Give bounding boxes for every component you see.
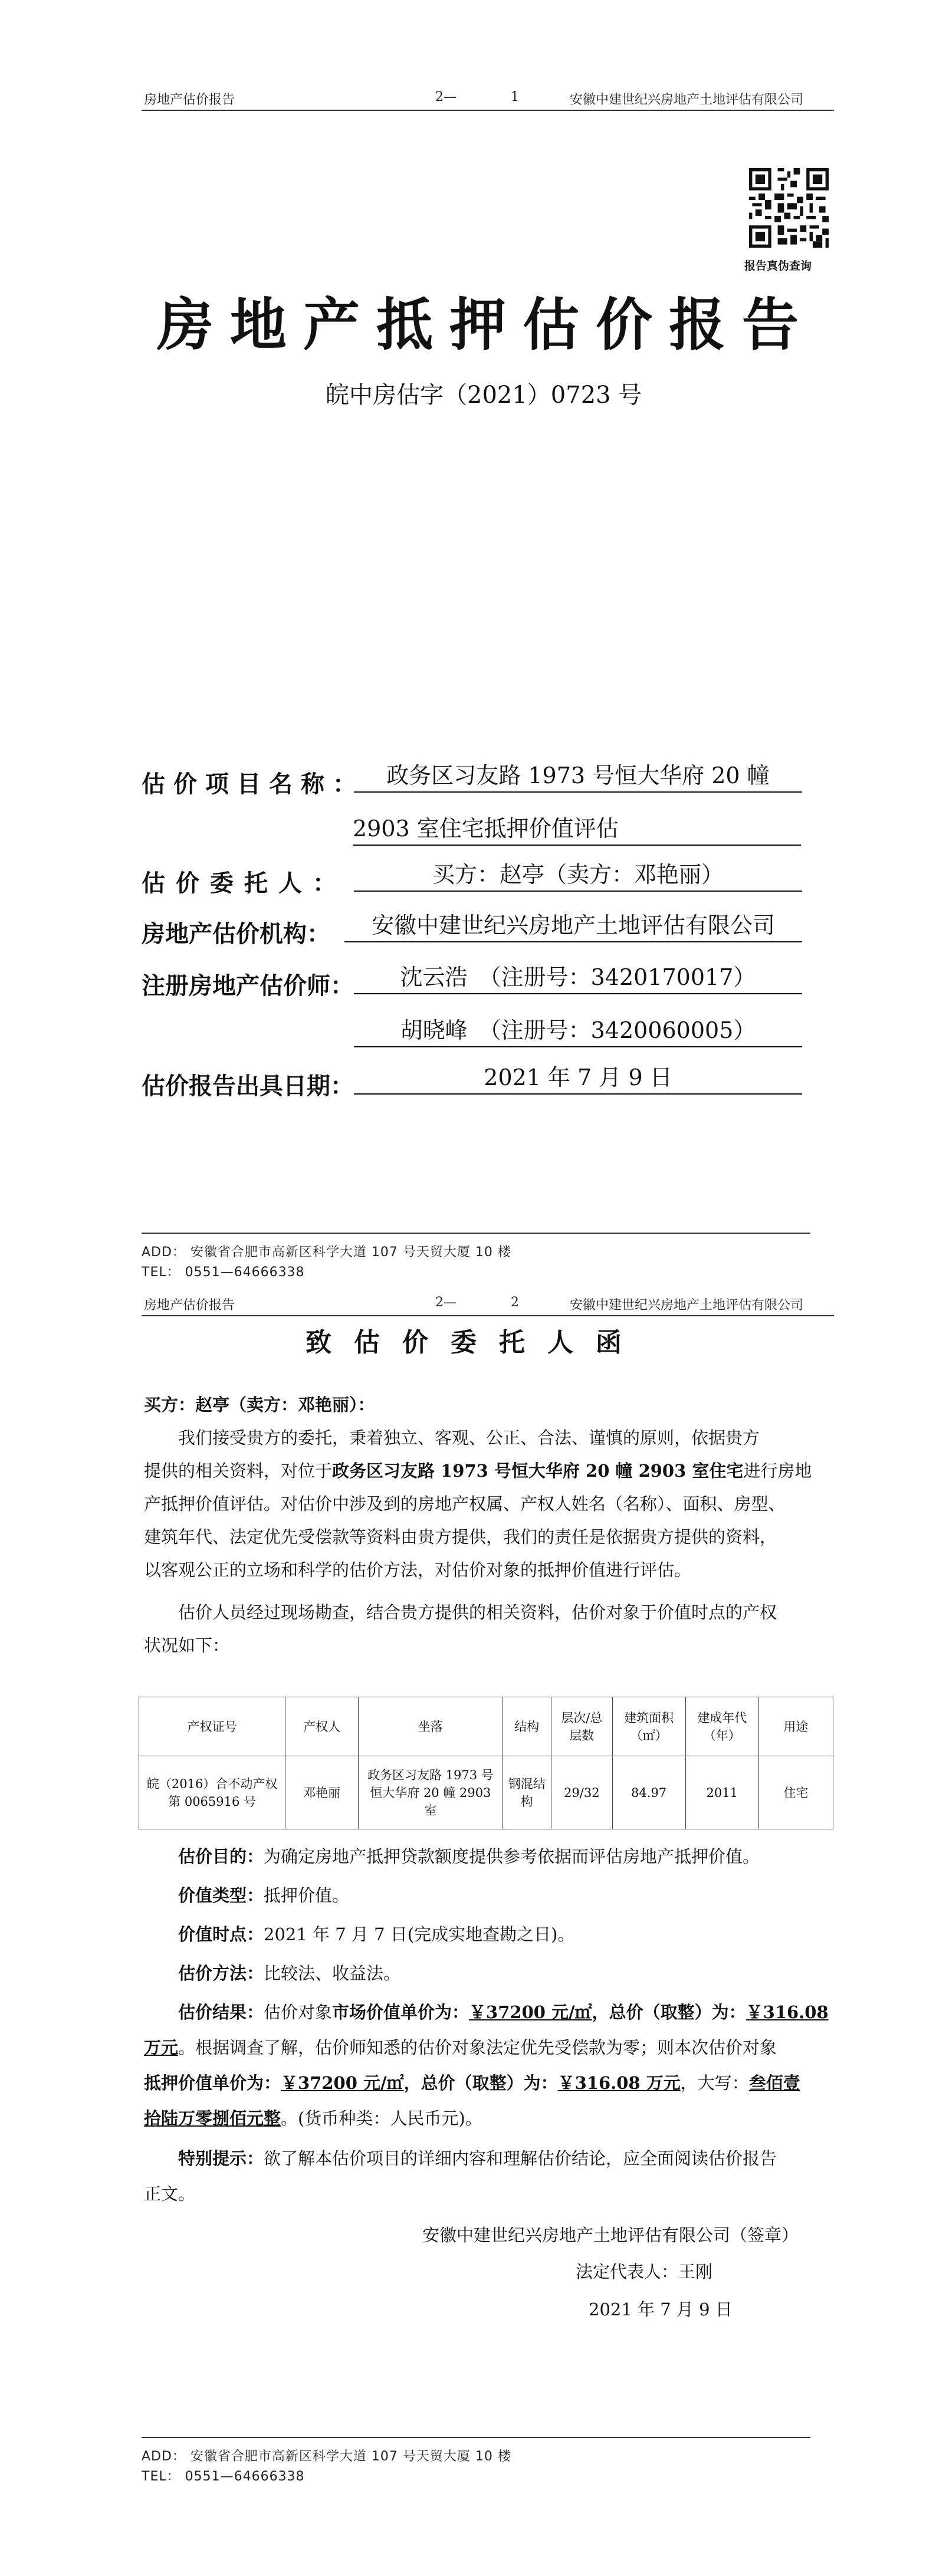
footer-rule xyxy=(142,2437,810,2438)
appraiser-label: 注册房地产估价师： xyxy=(142,972,354,1000)
signature-date: 2021 年 7 月 9 日 xyxy=(589,2299,733,2319)
table-header-cell: 建成年代（年） xyxy=(685,1697,758,1756)
salutation: 买方：赵亭（卖方：邓艳丽）： xyxy=(144,1395,375,1415)
para1-line5: 以客观公正的立场和科学的估价方法，对估价对象的抵押价值进行评估。 xyxy=(144,1560,692,1580)
table-cell: 住宅 xyxy=(758,1756,833,1829)
property-table xyxy=(139,1697,833,1829)
project-name-label: 估价项目名称： xyxy=(142,770,364,798)
header-rule xyxy=(142,1315,834,1316)
report-title: 房地产抵押估价报告 xyxy=(157,291,815,358)
appraiser-1: 沈云浩 （注册号：3420170017） xyxy=(354,960,802,994)
table-cell: 2011 xyxy=(685,1756,758,1829)
footer-address: ADD： 安徽省合肥市高新区科学大道 107 号天贸大厦 10 楼 xyxy=(142,1245,511,1260)
table-row xyxy=(139,1756,833,1829)
table-header-cell: 结构 xyxy=(503,1697,551,1756)
agency-value: 安徽中建世纪兴房地产土地评估有限公司 xyxy=(344,908,802,942)
para1-line4: 建筑年代、法定优先受偿款等资料由贵方提供，我们的责任是依据贵方提供的资料， xyxy=(144,1527,777,1547)
table-header-cell: 产权人 xyxy=(285,1697,359,1756)
table-cell: 钢混结构 xyxy=(503,1756,551,1829)
table-cell: 皖（2016）合不动产权第 0065916 号 xyxy=(139,1756,285,1829)
table-header-cell: 坐落 xyxy=(359,1697,503,1756)
header-page-number: 1 xyxy=(511,90,519,104)
project-name-line2: 2903 室住宅抵押价值评估 xyxy=(353,811,801,846)
para1-line2: 提供的相关资料，对位于政务区习友路 1973 号恒大华府 20 幢 2903 室住宅进行房地 xyxy=(144,1461,812,1481)
table-cell: 政务区习友路 1973 号恒大华府 20 幢 2903 室 xyxy=(359,1756,503,1829)
para2-line2: 状况如下： xyxy=(144,1635,230,1655)
qr-code-icon xyxy=(749,168,829,248)
table-cell: 29/32 xyxy=(551,1756,612,1829)
agency-label: 房地产估价机构： xyxy=(142,920,330,948)
result-line2: 万元。根据调查了解，估价师知悉的估价对象法定优先受偿款为零；则本次估价对象 xyxy=(144,2038,777,2058)
footer-phone: TEL： 0551—64666338 xyxy=(142,2469,305,2484)
qr-caption: 报告真伪查询 xyxy=(744,259,812,272)
signature-representative: 法定代表人：王刚 xyxy=(576,2262,713,2282)
notice-line2: 正文。 xyxy=(144,2184,196,2204)
result-line1: 估价结果：估价对象市场价值单价为：￥37200 元/㎡，总价（取整）为：￥316.08 xyxy=(178,2002,829,2022)
notice-line1: 特别提示：欲了解本估价项目的详细内容和理解估价结论，应全面阅读估价报告 xyxy=(178,2148,777,2168)
para1-line1: 我们接受贵方的委托，秉着独立、客观、公正、合法、谨慎的原则，依据贵方 xyxy=(178,1428,760,1448)
method-line: 估价方法：比较法、收益法。 xyxy=(178,1963,401,1983)
table-header-cell: 建筑面积（㎡） xyxy=(612,1697,685,1756)
header-page-prefix: 2— xyxy=(435,90,456,104)
table-header-row xyxy=(139,1697,833,1756)
value-date-line: 价值时点：2021 年 7 月 7 日(完成实地查勘之日)。 xyxy=(178,1924,575,1944)
project-name-line1: 政务区习友路 1973 号恒大华府 20 幢 xyxy=(354,758,802,793)
value-type-line: 价值类型：抵押价值。 xyxy=(178,1885,350,1905)
report-number: 皖中房估字（2021）0723 号 xyxy=(326,382,642,409)
table-header-cell: 产权证号 xyxy=(139,1697,285,1756)
table-cell: 84.97 xyxy=(612,1756,685,1829)
issue-date-label: 估价报告出具日期： xyxy=(142,1072,354,1100)
letter-title: 致估价委托人函 xyxy=(306,1328,644,1358)
table-header-cell: 层次/总层数 xyxy=(551,1697,612,1756)
header-page-prefix: 2— xyxy=(435,1295,456,1310)
result-line3: 抵押价值单价为：￥37200 元/㎡，总价（取整）为：￥316.08 万元，大写：叁佰壹 xyxy=(144,2073,800,2093)
signature-company: 安徽中建世纪兴房地产土地评估有限公司（签章） xyxy=(422,2225,799,2245)
table-cell: 邓艳丽 xyxy=(285,1756,359,1829)
issue-date-value: 2021 年 7 月 9 日 xyxy=(354,1060,802,1095)
para1-line3: 产抵押价值评估。对估价中涉及到的房地产权属、产权人姓名（名称）、面积、房型、 xyxy=(144,1494,786,1514)
header-rule xyxy=(142,110,834,111)
result-line4: 拾陆万零捌佰元整。(货币种类：人民币元)。 xyxy=(144,2108,482,2128)
header-left: 房地产估价报告 xyxy=(144,93,235,107)
footer-rule xyxy=(142,1233,810,1234)
footer-address: ADD： 安徽省合肥市高新区科学大道 107 号天贸大厦 10 楼 xyxy=(142,2449,511,2464)
header-page-number: 2 xyxy=(511,1295,519,1310)
footer-phone: TEL： 0551—64666338 xyxy=(142,1265,305,1280)
appraiser-2: 胡晓峰 （注册号：3420060005） xyxy=(354,1013,802,1047)
table-header-cell: 用途 xyxy=(758,1697,833,1756)
client-label: 估价委托人： xyxy=(142,869,347,897)
para2-line1: 估价人员经过现场勘查，结合贵方提供的相关资料，估价对象于价值时点的产权 xyxy=(178,1602,777,1622)
header-right: 安徽中建世纪兴房地产土地评估有限公司 xyxy=(570,93,804,107)
header-right: 安徽中建世纪兴房地产土地评估有限公司 xyxy=(570,1298,804,1313)
header-left: 房地产估价报告 xyxy=(144,1298,235,1313)
client-value: 买方：赵亭（卖方：邓艳丽） xyxy=(354,857,802,892)
purpose-line: 估价目的：为确定房地产抵押贷款额度提供参考依据而评估房地产抵押价值。 xyxy=(178,1846,760,1867)
